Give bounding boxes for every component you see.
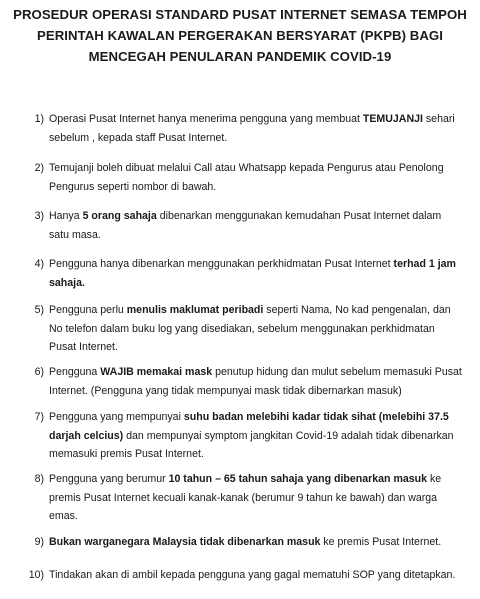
item-number: 1) [34,113,44,125]
item-number: 8) [34,473,44,485]
item-text [49,533,463,552]
item-text [49,363,463,400]
item-text-segment: Tindakan akan di ambil kepada pengguna yang gagal mematuhi SOP yang ditetapkan. [49,569,456,581]
item-text-segment: Pengguna perlu [49,304,127,316]
item-text [49,110,463,147]
item-text-segment: Temujanji boleh dibuat melalui Call atau Whatsapp kepada Pengurus atau Penolong Pengurus seperti nombor di bawah. [49,162,444,193]
item-text-segment: ke premis Pusat Internet. [320,536,442,548]
title-line-1: PROSEDUR OPERASI STANDARD PUSAT INTERNET SEMASA TEMPOH [13,7,467,22]
item-text-segment: penutup hidung dan mulut sebelum memasuki Pusat Internet. (Pengguna yang tidak mempunyai mask tidak dibernarkan masuk) [49,366,462,397]
item-text-segment: Pengguna yang mempunyai [49,411,184,423]
item-number: 3) [34,210,44,222]
item-text [49,301,463,357]
item-text-bold-segment: Bukan warganegara Malaysia tidak dibenarkan masuk [49,536,321,548]
item-number: 10) [28,569,44,581]
item-text-segment: ke premis Pusat Internet kecuali kanak-kanak (berumur 9 tahun ke bawah) dan warga emas. [49,473,442,522]
item-text-segment: sehari sebelum , kepada staff Pusat Internet. [49,113,455,144]
item-number: 7) [34,411,44,423]
item-text-segment: Pengguna yang berumur [49,473,169,485]
item-text [49,207,463,244]
item-number: 9) [34,536,44,548]
item-text [49,470,463,526]
item-text-bold-segment: terhad 1 jam sahaja. [49,258,456,289]
item-number: 2) [34,162,44,174]
title-line-3: MENCEGAH PENULARAN PANDEMIK COVID-19 [88,49,392,64]
item-number: 5) [34,304,44,316]
item-text-segment: dan mempunyai symptom jangkitan Covid-19 adalah tidak dibenarkan memasuki premis Pusat Internet. [49,429,454,460]
item-number: 6) [34,366,44,378]
item-text-bold-segment: menulis maklumat peribadi [126,304,264,316]
document-title [8,4,472,67]
item-text-segment: Hanya [49,210,83,222]
item-text-bold-segment: 10 tahun – 65 tahun sahaja yang dibenarkan masuk [168,473,428,485]
item-text [49,159,463,196]
item-text-segment: Operasi Pusat Internet hanya menerima pengguna yang membuat [49,113,363,125]
item-text-segment: Pengguna [49,366,101,378]
item-text-segment: seperti Nama, No kad pengenalan, dan No telefon dalam buku log yang disediakan, sebelum menggunakan perkhidmatan Pusat Internet. [49,304,451,353]
item-text-bold-segment: TEMUJANJI [362,113,423,125]
item-text-segment: Pengguna hanya dibenarkan menggunakan perkhidmatan Pusat Internet [49,258,394,270]
item-text-segment: dibenarkan menggunakan kemudahan Pusat Internet dalam satu masa. [49,210,442,241]
item-number: 4) [34,258,44,270]
item-text-bold-segment: 5 orang sahaja [82,210,157,222]
item-text-bold-segment: suhu badan melebihi kadar tidak sihat (melebihi 37.5 darjah celcius) [49,411,449,442]
item-text [49,255,463,292]
item-text [49,408,463,464]
item-text [49,566,463,585]
item-text-bold-segment: WAJIB memakai mask [100,366,213,378]
title-line-2: PERINTAH KAWALAN PERGERAKAN BERSYARAT (PKPB) BAGI [37,28,443,43]
